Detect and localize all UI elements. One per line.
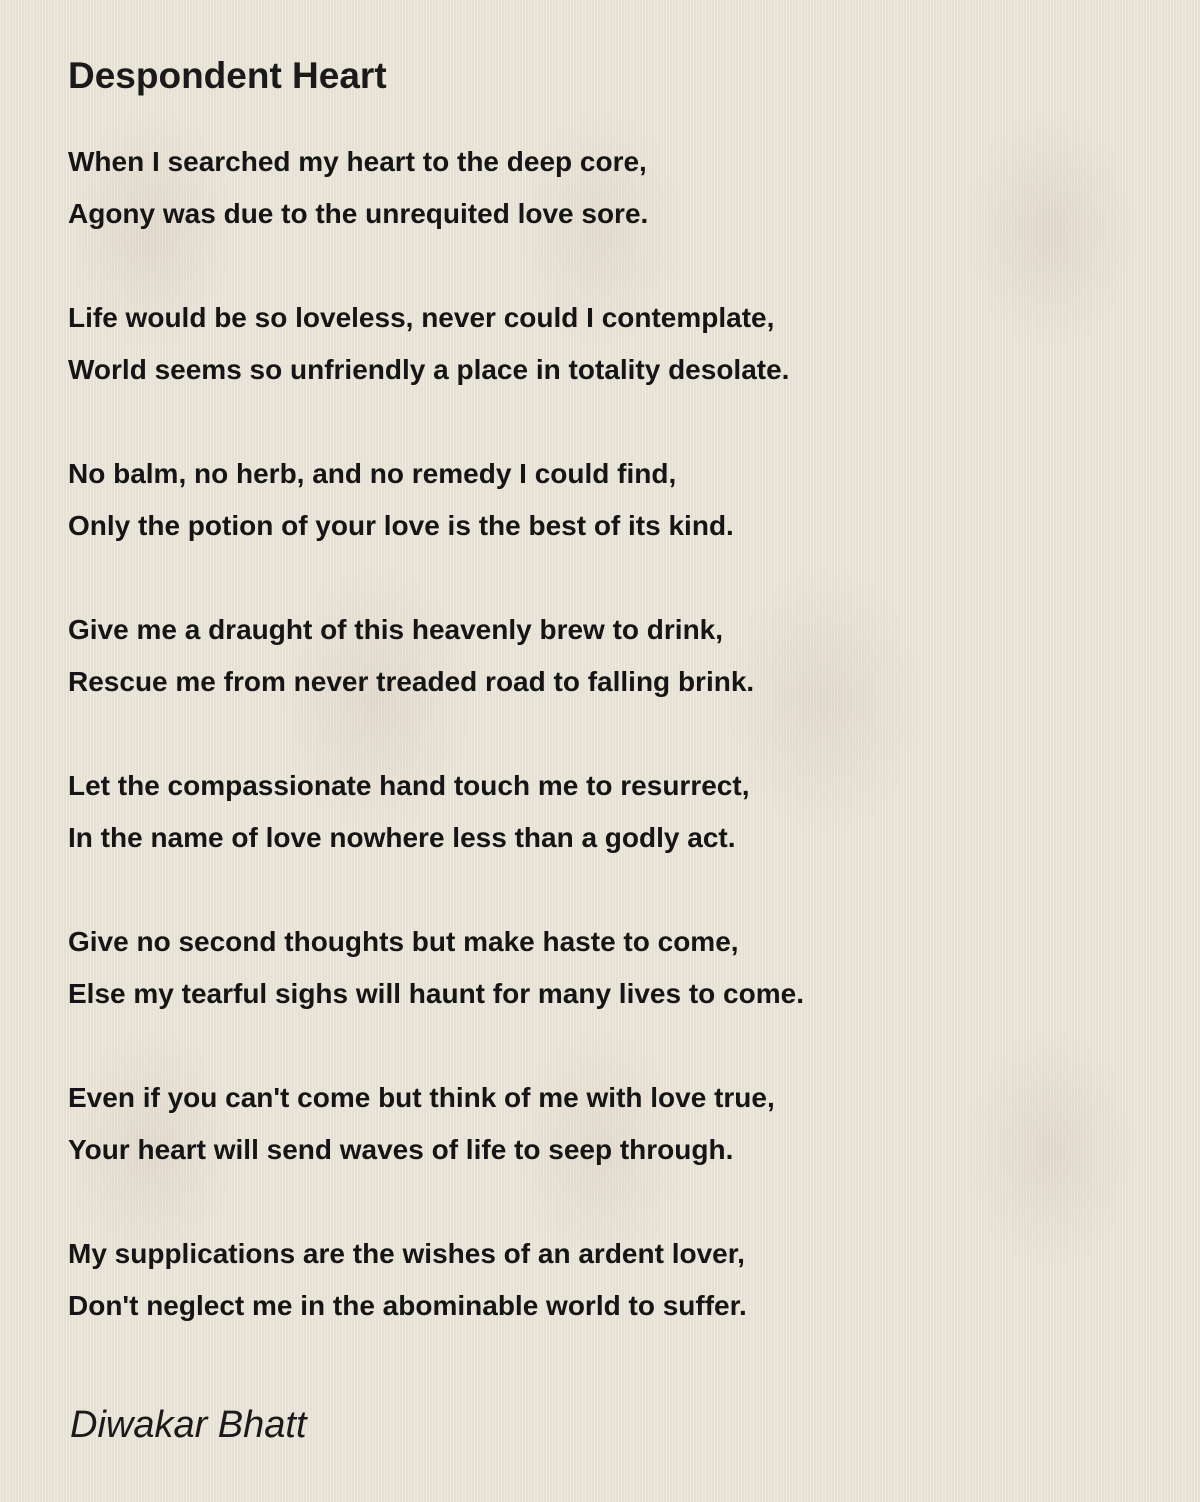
- poem-title: Despondent Heart: [68, 55, 387, 96]
- poem-line: World seems so unfriendly a place in totality desolate.: [68, 354, 790, 385]
- poem-line: Let the compassionate hand touch me to resurrect,: [68, 770, 750, 801]
- stanza: [68, 1228, 1148, 1332]
- poem-line: Even if you can't come but think of me with love true,: [68, 1082, 775, 1113]
- poem-line: No balm, no herb, and no remedy I could find,: [68, 458, 677, 489]
- poem-line: Else my tearful sighs will haunt for many lives to come.: [68, 978, 804, 1009]
- stanza: [68, 604, 1148, 708]
- poem-line: Only the potion of your love is the best of its kind.: [68, 510, 734, 541]
- stanza: [68, 292, 1148, 396]
- poem-body: [68, 136, 1148, 1332]
- poem-line: Give me a draught of this heavenly brew to drink,: [68, 614, 724, 645]
- poem-line: Your heart will send waves of life to seep through.: [68, 1134, 734, 1165]
- stanza: [68, 916, 1148, 1020]
- poem-line: My supplications are the wishes of an ardent lover,: [68, 1238, 745, 1269]
- stanza: [68, 760, 1148, 864]
- poem-author: Diwakar Bhatt: [70, 1404, 307, 1446]
- stanza: [68, 448, 1148, 552]
- poem-line: Life would be so loveless, never could I contemplate,: [68, 302, 775, 333]
- poem-line: In the name of love nowhere less than a godly act.: [68, 822, 736, 853]
- poem-page: [68, 52, 1148, 1384]
- poem-line: Don't neglect me in the abominable world to suffer.: [68, 1290, 747, 1321]
- poem-line: Rescue me from never treaded road to falling brink.: [68, 666, 755, 697]
- poem-line: Give no second thoughts but make haste to come,: [68, 926, 739, 957]
- stanza: [68, 136, 1148, 240]
- poem-line: Agony was due to the unrequited love sore.: [68, 198, 649, 229]
- stanza: [68, 1072, 1148, 1176]
- poem-line: When I searched my heart to the deep core,: [68, 146, 647, 177]
